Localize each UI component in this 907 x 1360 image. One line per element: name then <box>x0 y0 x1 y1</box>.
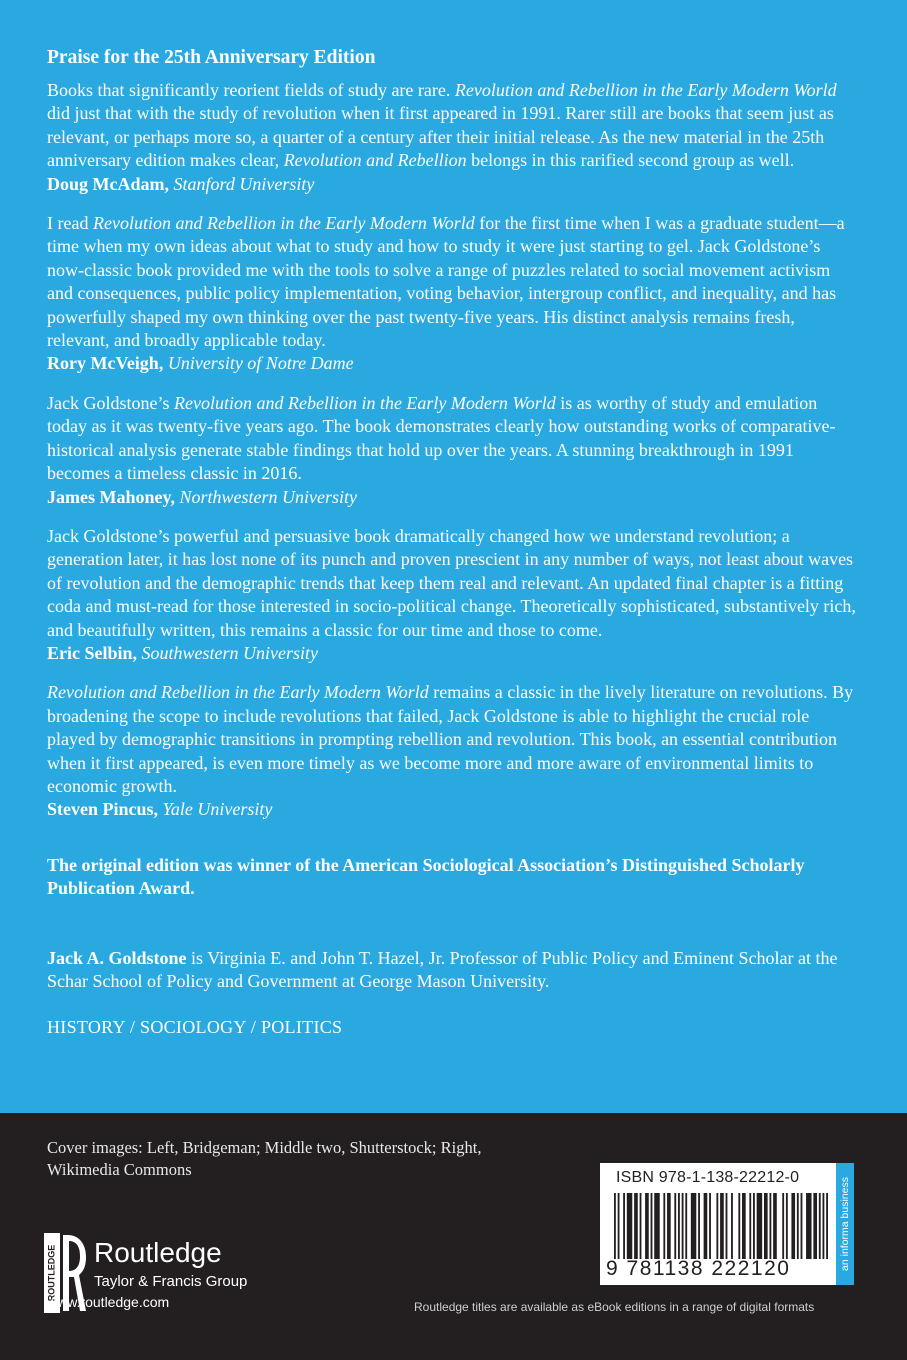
barcode-bar <box>786 1193 788 1259</box>
reviewer-affiliation: University of Notre Dame <box>167 353 354 374</box>
barcode-bar <box>726 1193 728 1259</box>
barcode-bar <box>731 1193 733 1259</box>
publisher-name: Routledge <box>94 1237 222 1268</box>
barcode-bar <box>640 1193 642 1259</box>
publisher-group: Taylor & Francis Group <box>94 1273 248 1290</box>
review-block <box>47 212 860 376</box>
barcode-bars <box>612 1193 830 1259</box>
review-text: Jack Goldstone’s Revolution and Rebellion in the Early Modern World is as worthy of study and emulation today as it was twenty-five years ago. The book demonstrates clearly how outstanding works of comparative-historical analysis generate stable findings that hold up over the years. A stunning breakthrough in 1991 becomes a timeless classic in 2016. <box>47 392 836 484</box>
author-bio-text: is Virginia E. and John T. Hazel, Jr. Professor of Public Policy and Eminent Scholar at the Schar School of Policy and Government at George Mason University. <box>47 947 838 991</box>
review-text: I read Revolution and Rebellion in the Early Modern World for the first time when I was a graduate student—a time when my own ideas about what to study and how to study it were just starting to gel. Jack Goldstone’s now-classic book provided me with the tools to solve a range of puzzles related to social movement activism and consequences, public policy implementation, voting behavior, intergroup conflict, and inequality, and has powerfully shaped my own thinking over the past twenty-five years. His distinct analysis remains fresh, relevant, and broadly applicable today. <box>47 213 845 351</box>
reviewer-attribution <box>47 173 860 196</box>
barcode-digits: 9 781138 222120 <box>606 1257 791 1280</box>
barcode-bar <box>801 1193 803 1259</box>
barcode-bar <box>623 1193 625 1259</box>
informa-tag: an informa business <box>836 1163 854 1285</box>
barcode-bar <box>685 1193 687 1259</box>
barcode-bar <box>806 1193 811 1259</box>
barcode-bar <box>614 1193 616 1259</box>
reviewer-affiliation: Stanford University <box>173 173 315 194</box>
review-text: Books that significantly reorient fields of study are rare. Revolution and Rebellion in the Early Modern World did just that with the study of revolution when it first appeared in 1991. Rarer still are books that seem just as relevant, or perhaps more so, a quarter of a century after their initial release. As the new material in the 25th anniversary edition makes clear, Revolution and Rebellion belongs in this rarified second group as well. <box>47 80 837 171</box>
barcode-bar <box>674 1193 676 1259</box>
isbn-barcode <box>600 1163 854 1285</box>
barcode-bar <box>764 1193 768 1259</box>
barcode-bar <box>667 1193 671 1259</box>
author-name: Jack A. Goldstone <box>47 947 187 968</box>
review-text: Revolution and Rebellion in the Early Modern World remains a classic in the lively literature on revolutions. By broadening the scope to include revolutions that failed, Jack Goldstone is able to highlight the crucial role played by demographic transitions in prompting rebellion and revolution. This book, an essential contribution when it first appeared, is even more timely as we become more and more aware of environmental limits to economic growth. <box>47 682 854 796</box>
reviewer-affiliation: Northwestern University <box>179 486 357 507</box>
barcode-bar <box>753 1193 755 1259</box>
barcode-bar <box>682 1193 684 1259</box>
ebook-availability-note: Routledge titles are available as eBook editions in a range of digital formats <box>414 1300 815 1314</box>
reviewer-attribution <box>47 352 860 375</box>
review-block <box>47 79 860 196</box>
logo-vertical-text: ROUTLEDGE <box>46 1244 57 1302</box>
publisher-website[interactable]: www.routledge.com <box>47 1294 170 1310</box>
reviewer-attribution <box>47 798 860 821</box>
review-text: Jack Goldstone’s powerful and persuasive book dramatically changed how we understand revolution; a generation later, it has lost none of its punch and proven prescient in any number of ways, not least about waves of revolution and the demographic trends that keep them real and relevant. An updated final chapter is a fitting coda and must-read for those interested in socio-political change. Theoretically sophisticated, substantively rich, and beautifully written, this remains a classic for our time and those to come. <box>47 525 856 640</box>
author-bio <box>47 947 860 994</box>
review-block <box>47 525 860 665</box>
barcode-bar <box>769 1193 771 1259</box>
barcode-bar <box>678 1193 680 1259</box>
reviewer-name: Rory McVeigh, <box>47 353 164 374</box>
reviewer-name: Doug McAdam, <box>47 173 169 194</box>
review-block <box>47 392 860 509</box>
barcode-bar <box>823 1193 825 1259</box>
reviewer-affiliation: Southwestern University <box>141 642 318 663</box>
reviewer-attribution <box>47 486 860 509</box>
award-statement: The original edition was winner of the American Sociological Association’s Distinguished Scholarly Publication Award. <box>47 854 805 899</box>
barcode-bar <box>819 1193 821 1259</box>
reviewer-name: Eric Selbin, <box>47 642 138 663</box>
reviewer-name: Steven Pincus, <box>47 799 159 820</box>
reviewer-attribution <box>47 642 860 665</box>
barcode-bar <box>720 1193 724 1259</box>
barcode-bar <box>698 1193 700 1259</box>
barcode-bar <box>826 1193 828 1259</box>
barcode-bar <box>654 1193 659 1259</box>
barcode-bar <box>749 1193 751 1259</box>
barcode-bar <box>797 1193 799 1259</box>
barcode-bar <box>773 1193 777 1259</box>
barcode-bar <box>716 1193 718 1259</box>
barcode-bar <box>757 1193 762 1259</box>
reviewer-affiliation: Yale University <box>162 799 273 820</box>
barcode-bar <box>738 1193 740 1259</box>
barcode-bar <box>704 1193 708 1259</box>
isbn-label: ISBN 978-1-138-22212-0 <box>616 1169 800 1186</box>
barcode-bar <box>634 1193 638 1259</box>
barcode-bar <box>742 1193 746 1259</box>
publisher-band <box>0 1113 907 1360</box>
review-block <box>47 681 860 821</box>
barcode-bar <box>709 1193 711 1259</box>
barcode-bar <box>691 1193 696 1259</box>
barcode-bar <box>791 1193 795 1259</box>
barcode-bar <box>782 1193 784 1259</box>
subject-categories: HISTORY / SOCIOLOGY / POLITICS <box>47 1017 343 1038</box>
barcode-bar <box>651 1193 653 1259</box>
praise-heading: Praise for the 25th Anniversary Edition <box>47 47 376 68</box>
barcode-bar <box>618 1193 620 1259</box>
barcode-bar <box>627 1193 632 1259</box>
barcode-bar <box>645 1193 649 1259</box>
cover-image-credits: Cover images: Left, Bridgeman; Middle two, Shutterstock; Right, Wikimedia Commons <box>47 1138 482 1179</box>
barcode-bar <box>813 1193 817 1259</box>
barcode-bar <box>663 1193 665 1259</box>
reviewer-name: James Mahoney, <box>47 486 175 507</box>
